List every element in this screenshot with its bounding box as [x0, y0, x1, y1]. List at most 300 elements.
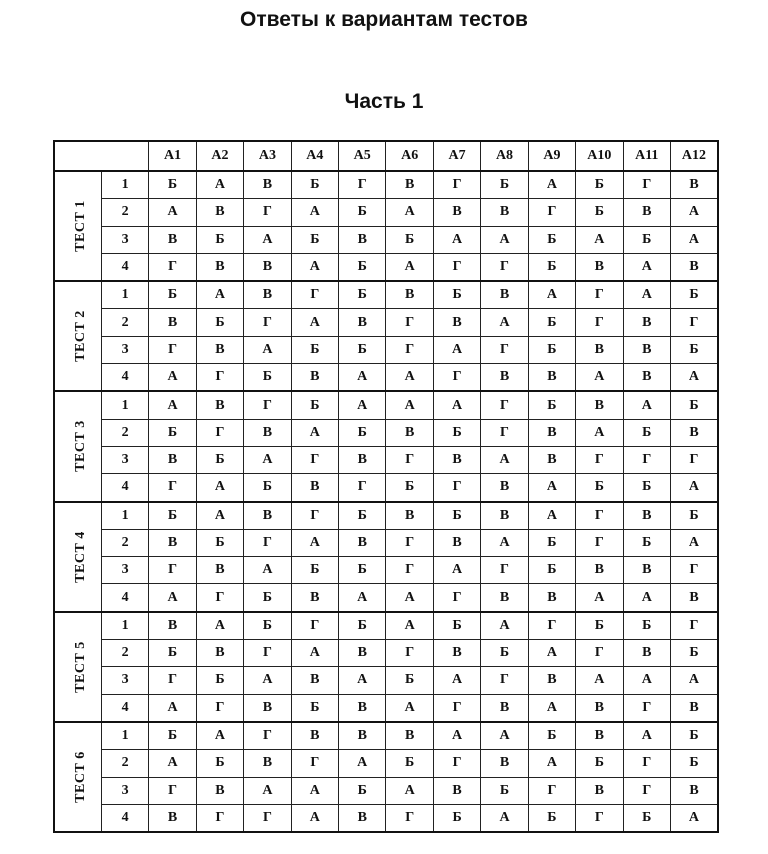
column-header: A8 — [481, 141, 528, 171]
answer-cell: А — [244, 667, 291, 694]
answer-cell: В — [528, 419, 575, 446]
answer-cell: Б — [291, 391, 338, 419]
answer-cell: А — [149, 694, 196, 722]
answer-cell: В — [623, 502, 670, 530]
answer-cell: А — [670, 226, 718, 253]
answer-cell: Г — [291, 281, 338, 309]
test-label: ТЕСТ 4 — [72, 530, 88, 583]
answer-cell: В — [291, 364, 338, 392]
answer-cell: Б — [196, 667, 243, 694]
answer-cell: Б — [291, 557, 338, 584]
answer-cell: А — [670, 199, 718, 226]
answer-cell: В — [244, 419, 291, 446]
answer-cell: А — [528, 640, 575, 667]
answer-cell: Б — [670, 391, 718, 419]
table-row — [54, 804, 718, 832]
answer-cell: А — [291, 804, 338, 832]
answer-cell: В — [386, 722, 433, 750]
answer-cell: А — [670, 667, 718, 694]
variant-number: 3 — [101, 777, 148, 804]
section-title: Часть 1 — [344, 90, 424, 113]
answer-cell: В — [339, 226, 386, 253]
answer-cell: Г — [291, 502, 338, 530]
table-row — [54, 777, 718, 804]
answer-cell: А — [339, 391, 386, 419]
answer-cell: В — [149, 612, 196, 640]
answer-cell: А — [386, 694, 433, 722]
answer-cell: А — [481, 529, 528, 556]
answer-cell: В — [386, 419, 433, 446]
answer-cell: В — [339, 446, 386, 473]
column-header: A3 — [244, 141, 291, 171]
answer-cell: А — [670, 474, 718, 502]
answer-cell: В — [623, 640, 670, 667]
answer-cell: В — [244, 502, 291, 530]
answer-cell: Г — [244, 391, 291, 419]
answer-cell: В — [528, 584, 575, 612]
answer-cell: А — [244, 777, 291, 804]
answer-cell: А — [433, 391, 480, 419]
answer-cell: А — [386, 612, 433, 640]
answer-cell: Б — [576, 750, 623, 777]
answer-cell: Б — [196, 309, 243, 336]
answer-cell: Б — [623, 226, 670, 253]
answer-cell: Б — [623, 419, 670, 446]
answer-cell: В — [481, 584, 528, 612]
answer-cell: В — [623, 557, 670, 584]
answer-cell: А — [386, 391, 433, 419]
answer-cell: Г — [576, 640, 623, 667]
variant-number: 4 — [101, 804, 148, 832]
answer-cell: Б — [576, 199, 623, 226]
answer-cell: Б — [291, 694, 338, 722]
answer-cell: Б — [670, 750, 718, 777]
answer-cell: Г — [244, 529, 291, 556]
answer-cell: Г — [433, 171, 480, 199]
answer-cell: Б — [576, 612, 623, 640]
answer-cell: Г — [433, 253, 480, 281]
answer-cell: А — [670, 364, 718, 392]
answer-cell: В — [670, 171, 718, 199]
answer-cell: Б — [670, 502, 718, 530]
answer-cell: В — [433, 199, 480, 226]
table-row — [54, 391, 718, 419]
answer-cell: Б — [196, 226, 243, 253]
table-row — [54, 612, 718, 640]
answer-cell: В — [670, 777, 718, 804]
answer-cell: А — [339, 750, 386, 777]
answer-cell: А — [576, 419, 623, 446]
answer-cell: А — [196, 612, 243, 640]
answer-cell: Г — [149, 777, 196, 804]
answer-cell: Б — [339, 253, 386, 281]
answer-cell: В — [244, 281, 291, 309]
answer-cell: Б — [528, 309, 575, 336]
answer-cell: Г — [196, 694, 243, 722]
variant-number: 1 — [101, 171, 148, 199]
answer-cell: А — [386, 199, 433, 226]
answer-cell: А — [576, 364, 623, 392]
variant-number: 4 — [101, 253, 148, 281]
variant-number: 3 — [101, 557, 148, 584]
answer-cell: Г — [623, 750, 670, 777]
answer-cell: Г — [291, 750, 338, 777]
table-row — [54, 419, 718, 446]
answer-cell: Б — [244, 612, 291, 640]
column-header: A2 — [196, 141, 243, 171]
answer-cell: В — [433, 309, 480, 336]
variant-number: 1 — [101, 722, 148, 750]
answer-cell: Б — [528, 804, 575, 832]
answer-cell: Б — [433, 804, 480, 832]
table-row — [54, 502, 718, 530]
table-row — [54, 171, 718, 199]
answer-cell: Б — [339, 612, 386, 640]
answer-cell: А — [623, 391, 670, 419]
answer-cell: А — [149, 364, 196, 392]
answer-cell: Г — [196, 804, 243, 832]
answer-cell: В — [623, 336, 670, 363]
table-row — [54, 253, 718, 281]
test-label-cell — [54, 612, 101, 722]
answer-cell: А — [576, 667, 623, 694]
answer-cell: Б — [481, 777, 528, 804]
answer-cell: А — [481, 309, 528, 336]
answer-cell: А — [149, 199, 196, 226]
answer-cell: В — [244, 694, 291, 722]
answer-cell: А — [623, 584, 670, 612]
answer-cell: Г — [149, 474, 196, 502]
answer-cell: Б — [670, 336, 718, 363]
answer-cell: В — [244, 171, 291, 199]
answer-cell: А — [291, 529, 338, 556]
answer-cell: А — [576, 226, 623, 253]
answer-cell: А — [481, 804, 528, 832]
variant-number: 4 — [101, 474, 148, 502]
column-header: A1 — [149, 141, 196, 171]
test-label-cell — [54, 722, 101, 832]
answer-cell: Г — [481, 667, 528, 694]
answer-cell: В — [291, 667, 338, 694]
table-row — [54, 722, 718, 750]
column-header: A6 — [386, 141, 433, 171]
variant-number: 4 — [101, 584, 148, 612]
answer-cell: Б — [149, 640, 196, 667]
answer-cell: А — [244, 336, 291, 363]
table-row — [54, 226, 718, 253]
answer-cell: Г — [386, 640, 433, 667]
answer-cell: Г — [386, 446, 433, 473]
answer-cell: В — [433, 640, 480, 667]
answer-cell: Г — [244, 309, 291, 336]
answer-cell: Г — [386, 529, 433, 556]
answer-cell: А — [339, 667, 386, 694]
answer-cell: А — [433, 557, 480, 584]
answer-cell: Б — [291, 336, 338, 363]
variant-number: 1 — [101, 391, 148, 419]
test-label-cell — [54, 391, 101, 501]
answer-cell: В — [481, 474, 528, 502]
variant-number: 1 — [101, 612, 148, 640]
table-row — [54, 694, 718, 722]
answer-cell: Б — [386, 750, 433, 777]
answer-cell: Г — [576, 281, 623, 309]
answer-cell: А — [433, 667, 480, 694]
answer-cell: Б — [433, 612, 480, 640]
variant-number: 1 — [101, 281, 148, 309]
table-row — [54, 199, 718, 226]
answer-cell: В — [196, 199, 243, 226]
answer-cell: Б — [433, 419, 480, 446]
test-label: ТЕСТ 2 — [72, 310, 88, 363]
answer-cell: Б — [623, 804, 670, 832]
answer-cell: Г — [291, 446, 338, 473]
answer-cell: В — [386, 502, 433, 530]
answer-cell: Б — [433, 281, 480, 309]
answer-cell: Г — [244, 199, 291, 226]
column-header: A9 — [528, 141, 575, 171]
answer-cell: Г — [244, 804, 291, 832]
answer-cell: В — [623, 309, 670, 336]
table-row — [54, 640, 718, 667]
answer-cell: В — [339, 722, 386, 750]
answer-cell: Г — [623, 694, 670, 722]
variant-number: 2 — [101, 529, 148, 556]
answer-cell: А — [433, 226, 480, 253]
answer-cell: В — [528, 446, 575, 473]
answer-cell: В — [196, 640, 243, 667]
answer-cell: Г — [196, 419, 243, 446]
answer-cell: А — [386, 253, 433, 281]
variant-number: 2 — [101, 199, 148, 226]
answer-cell: В — [576, 336, 623, 363]
answer-cell: А — [339, 584, 386, 612]
header-row — [54, 141, 718, 171]
answer-cell: А — [196, 281, 243, 309]
answer-cell: В — [481, 364, 528, 392]
answer-cell: Г — [339, 474, 386, 502]
answer-cell: Б — [339, 336, 386, 363]
answer-cell: А — [149, 584, 196, 612]
answer-cell: В — [339, 640, 386, 667]
answer-cell: Б — [149, 722, 196, 750]
answer-cell: Г — [670, 309, 718, 336]
answer-cell: А — [528, 171, 575, 199]
answer-cell: В — [291, 474, 338, 502]
answer-cell: Г — [433, 474, 480, 502]
answer-cell: В — [576, 253, 623, 281]
column-header: A7 — [433, 141, 480, 171]
answer-cell: В — [149, 309, 196, 336]
answer-cell: Г — [244, 722, 291, 750]
variant-number: 3 — [101, 667, 148, 694]
answer-cell: Г — [670, 612, 718, 640]
answer-cell: А — [481, 446, 528, 473]
answer-cell: Г — [339, 171, 386, 199]
answer-cell: А — [386, 777, 433, 804]
answer-cell: Б — [149, 419, 196, 446]
answer-cell: В — [339, 804, 386, 832]
answer-cell: В — [481, 281, 528, 309]
answer-cell: Г — [528, 612, 575, 640]
variant-number: 2 — [101, 419, 148, 446]
answer-cell: Б — [291, 171, 338, 199]
answer-cell: Б — [528, 722, 575, 750]
answer-cell: Г — [481, 419, 528, 446]
answer-cell: А — [433, 336, 480, 363]
answer-cell: Г — [386, 557, 433, 584]
answer-cell: В — [244, 750, 291, 777]
answer-cell: А — [244, 226, 291, 253]
table-body — [54, 171, 718, 832]
table-row — [54, 446, 718, 473]
table-row — [54, 584, 718, 612]
table-row — [54, 281, 718, 309]
answer-cell: В — [576, 694, 623, 722]
answer-cell: В — [291, 584, 338, 612]
answer-cell: Г — [386, 804, 433, 832]
answer-cell: Г — [528, 199, 575, 226]
answer-cell: В — [339, 694, 386, 722]
answer-cell: В — [149, 226, 196, 253]
answer-cell: А — [196, 474, 243, 502]
answer-cell: В — [149, 446, 196, 473]
table-row — [54, 364, 718, 392]
variant-number: 2 — [101, 640, 148, 667]
answer-cell: Г — [433, 750, 480, 777]
column-header: A12 — [670, 141, 718, 171]
answer-cell: В — [339, 529, 386, 556]
answer-cell: Б — [623, 474, 670, 502]
column-header: A10 — [576, 141, 623, 171]
test-label: ТЕСТ 1 — [72, 200, 88, 252]
answer-cell: А — [196, 171, 243, 199]
answer-cell: Б — [339, 777, 386, 804]
answer-cell: А — [291, 253, 338, 281]
answer-cell: Б — [149, 281, 196, 309]
answer-cell: В — [149, 529, 196, 556]
answer-cell: А — [339, 364, 386, 392]
answer-cell: Б — [528, 253, 575, 281]
answer-cell: В — [386, 171, 433, 199]
answer-cell: Б — [386, 474, 433, 502]
answer-cell: Г — [623, 171, 670, 199]
answer-cell: А — [386, 364, 433, 392]
answer-cell: В — [481, 502, 528, 530]
variant-number: 3 — [101, 226, 148, 253]
answer-cell: А — [576, 584, 623, 612]
answer-cell: В — [386, 281, 433, 309]
answer-cell: Б — [149, 502, 196, 530]
answer-cell: Б — [149, 171, 196, 199]
answer-cell: Г — [386, 336, 433, 363]
answer-cell: Б — [670, 640, 718, 667]
page-title: Ответы к вариантам тестов — [240, 8, 528, 31]
variant-number: 4 — [101, 364, 148, 392]
answer-cell: Б — [623, 529, 670, 556]
variant-number: 4 — [101, 694, 148, 722]
table-row — [54, 529, 718, 556]
answer-cell: А — [481, 612, 528, 640]
answer-cell: А — [149, 750, 196, 777]
answer-cell: В — [149, 804, 196, 832]
answer-cell: В — [528, 364, 575, 392]
answer-cell: Б — [386, 667, 433, 694]
answer-cell: Б — [339, 199, 386, 226]
answer-cell: Г — [433, 364, 480, 392]
answer-cell: Б — [433, 502, 480, 530]
answer-cell: А — [623, 667, 670, 694]
answer-cell: Г — [623, 446, 670, 473]
answer-cell: А — [528, 474, 575, 502]
answer-cell: А — [196, 722, 243, 750]
answer-cell: Г — [481, 336, 528, 363]
answer-cell: А — [670, 804, 718, 832]
answer-cell: Б — [528, 336, 575, 363]
answer-cell: А — [291, 309, 338, 336]
answer-cell: Б — [386, 226, 433, 253]
answer-cell: В — [481, 750, 528, 777]
answer-cell: Б — [481, 171, 528, 199]
answer-cell: В — [433, 446, 480, 473]
answer-cell: Г — [481, 557, 528, 584]
answer-cell: Г — [433, 584, 480, 612]
answer-cell: Б — [623, 612, 670, 640]
answer-cell: А — [149, 391, 196, 419]
table-row — [54, 309, 718, 336]
answer-cell: А — [291, 640, 338, 667]
answer-cell: Г — [149, 253, 196, 281]
table-header — [54, 141, 718, 171]
answer-cell: В — [481, 199, 528, 226]
test-label: ТЕСТ 3 — [72, 420, 88, 473]
answer-cell: Б — [576, 474, 623, 502]
answers-table — [53, 140, 719, 833]
answer-cell: А — [528, 502, 575, 530]
table-row — [54, 557, 718, 584]
answer-cell: Б — [196, 750, 243, 777]
answer-cell: А — [433, 722, 480, 750]
answer-cell: Г — [623, 777, 670, 804]
answer-cell: Б — [196, 446, 243, 473]
variant-number: 3 — [101, 336, 148, 363]
answer-cell: А — [481, 722, 528, 750]
answer-cell: Б — [576, 171, 623, 199]
column-header: A11 — [623, 141, 670, 171]
answer-cell: В — [670, 694, 718, 722]
answer-cell: Б — [528, 391, 575, 419]
answer-cell: В — [670, 419, 718, 446]
answer-cell: Б — [244, 474, 291, 502]
test-label-cell — [54, 502, 101, 612]
answer-cell: В — [576, 391, 623, 419]
answer-cell: Г — [149, 667, 196, 694]
answer-cell: В — [576, 777, 623, 804]
answer-cell: А — [623, 281, 670, 309]
answer-cell: Б — [528, 557, 575, 584]
column-header: A5 — [339, 141, 386, 171]
answer-cell: В — [576, 722, 623, 750]
answer-cell: Б — [244, 364, 291, 392]
answer-cell: Г — [576, 804, 623, 832]
answer-cell: Г — [576, 502, 623, 530]
answer-cell: Б — [528, 529, 575, 556]
answer-cell: В — [670, 584, 718, 612]
answer-cell: Г — [576, 309, 623, 336]
answer-cell: Г — [386, 309, 433, 336]
answer-cell: В — [196, 391, 243, 419]
answer-cell: Г — [670, 557, 718, 584]
